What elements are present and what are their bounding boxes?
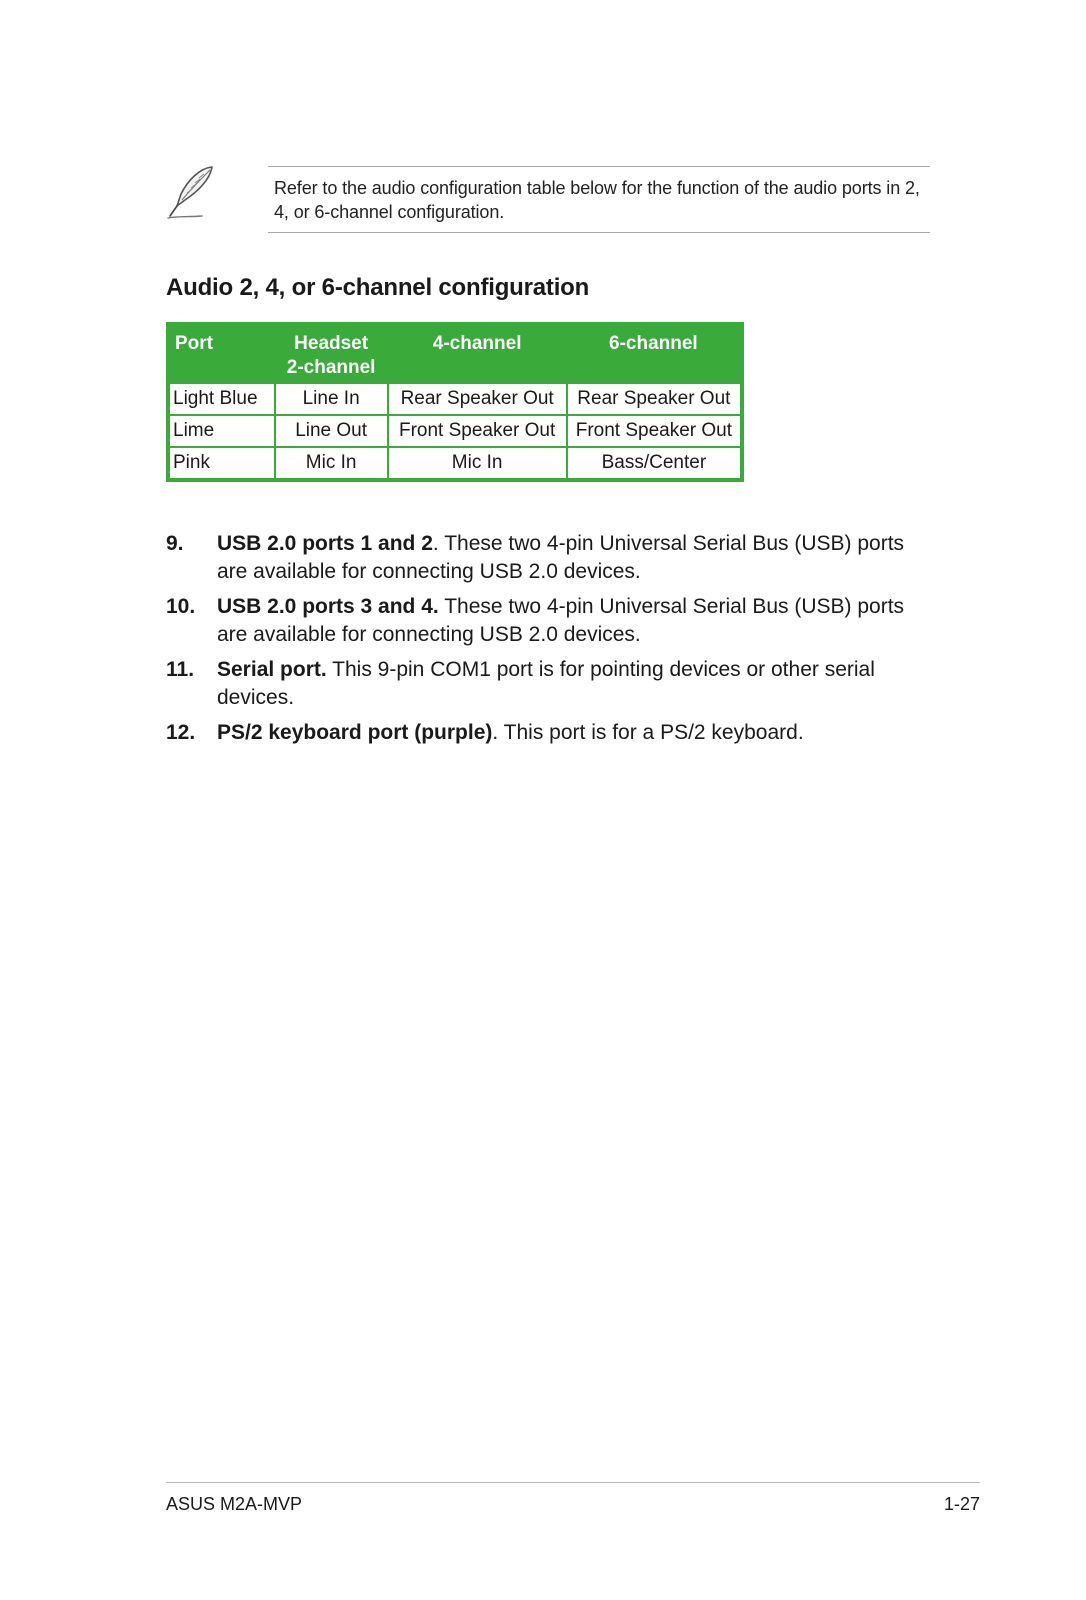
cell-port: Pink xyxy=(168,447,275,480)
audio-config-table xyxy=(166,322,744,482)
footer-page-number: 1-27 xyxy=(943,1494,980,1514)
header-headset xyxy=(275,324,388,383)
list-item-text: These two 4-pin Universal Serial Bus (USB) ports are available for connecting USB 2.0 devices. xyxy=(217,595,905,646)
pen-icon xyxy=(166,164,218,220)
list-item-lead: PS/2 keyboard port (purple) xyxy=(217,721,493,744)
cell-headset: Line In xyxy=(275,383,388,415)
note-bottom-rule xyxy=(268,232,930,233)
cell-6-channel: Rear Speaker Out xyxy=(567,383,742,415)
note-box xyxy=(166,164,930,234)
cell-4-channel: Front Speaker Out xyxy=(388,415,567,447)
list-item xyxy=(166,719,906,747)
list-item-number: 11. xyxy=(166,658,195,681)
cell-port: Light Blue xyxy=(168,383,275,415)
cell-6-channel: Front Speaker Out xyxy=(567,415,742,447)
list-item xyxy=(166,530,906,586)
list-item-number: 12. xyxy=(166,721,196,744)
cell-headset: Mic In xyxy=(275,447,388,480)
cell-4-channel: Mic In xyxy=(388,447,567,480)
list-item-lead: Serial port. xyxy=(217,658,327,681)
table-row xyxy=(168,447,742,480)
table-header-row xyxy=(168,324,742,383)
header-headset-line1: Headset xyxy=(294,333,369,354)
footer-rule xyxy=(166,1482,980,1483)
table-row xyxy=(168,415,742,447)
port-description-list xyxy=(166,530,906,754)
list-item-text: . These two 4-pin Universal Serial Bus (USB) ports are available for connecting USB 2.0 devices. xyxy=(217,532,905,583)
list-item-text: This 9-pin COM1 port is for pointing devices or other serial devices. xyxy=(217,658,875,709)
header-headset-line2: 2-channel xyxy=(286,357,376,378)
cell-6-channel: Bass/Center xyxy=(567,447,742,480)
header-port: Port xyxy=(168,324,275,383)
cell-headset: Line Out xyxy=(275,415,388,447)
list-item-number: 9. xyxy=(166,532,184,555)
note-top-rule xyxy=(268,166,930,167)
list-item-text: . This port is for a PS/2 keyboard. xyxy=(492,721,804,744)
list-item-lead: USB 2.0 ports 3 and 4. xyxy=(217,595,439,618)
list-item xyxy=(166,656,906,712)
table-row xyxy=(168,383,742,415)
list-item-number: 10. xyxy=(166,595,196,618)
cell-port: Lime xyxy=(168,415,275,447)
header-6-channel: 6-channel xyxy=(567,324,742,383)
footer-product-name: ASUS M2A-MVP xyxy=(166,1494,303,1514)
list-item xyxy=(166,593,906,649)
note-text: Refer to the audio configuration table below for the function of the audio ports in 2, 4, or 6-channel configuration. xyxy=(274,178,920,222)
section-title: Audio 2, 4, or 6-channel configuration xyxy=(166,274,590,301)
list-item-lead: USB 2.0 ports 1 and 2 xyxy=(217,532,433,555)
header-4-channel: 4-channel xyxy=(388,324,567,383)
cell-4-channel: Rear Speaker Out xyxy=(388,383,567,415)
